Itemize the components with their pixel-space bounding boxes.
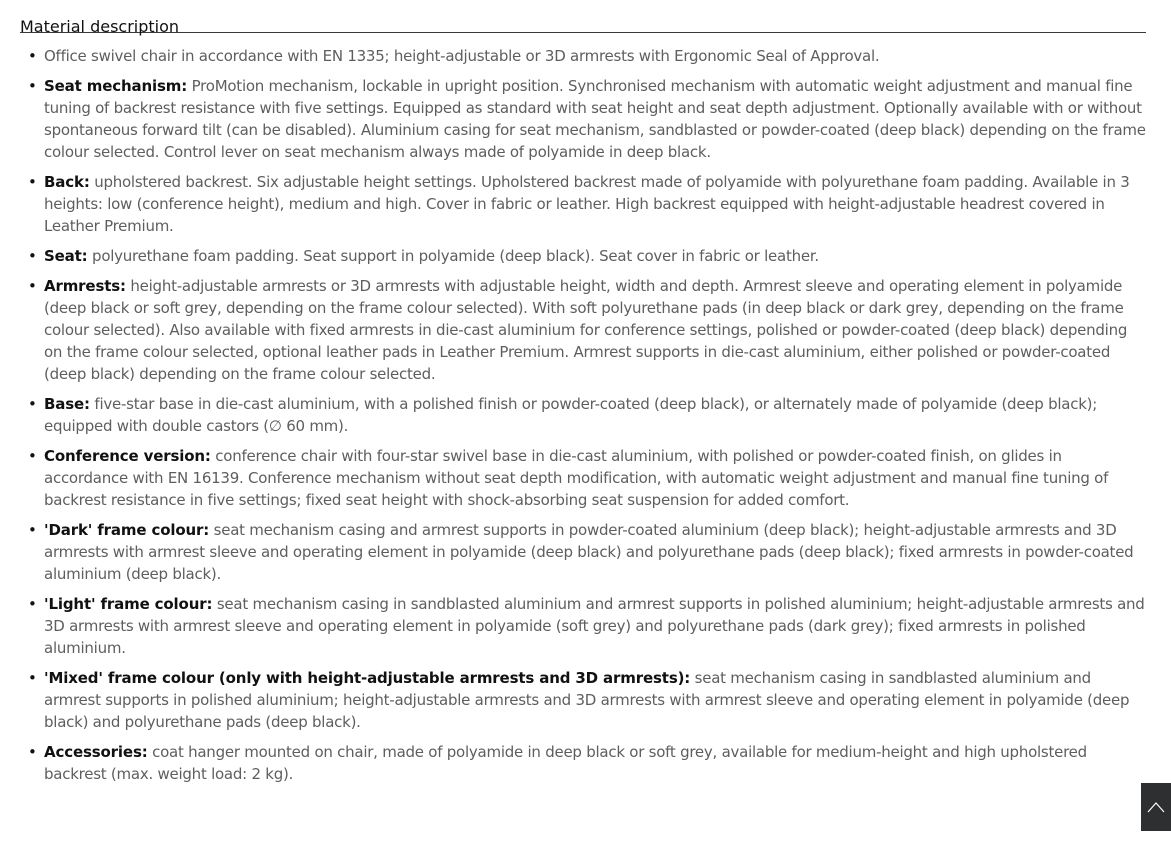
list-item — [20, 245, 1146, 267]
item-text: upholstered backrest. Six adjustable height settings. Upholstered backrest made of polyamide with polyurethane foam padding. Available in 3 heights: low (conference height), medium and high. Cover in fabric or leather. High backrest equipped with height-adjustable headrest covered in Leather Premium. — [44, 173, 1130, 235]
material-description-section — [20, 0, 1146, 793]
list-item — [20, 75, 1146, 163]
item-term: Back: — [44, 173, 90, 191]
item-term: 'Dark' frame colour: — [44, 521, 210, 539]
item-term: Seat mechanism: — [44, 77, 188, 95]
item-term: Armrests: — [44, 277, 126, 295]
item-text: polyurethane foam padding. Seat support in polyamide (deep black). Seat cover in fabric or leather. — [87, 247, 819, 265]
item-term: Seat: — [44, 247, 88, 265]
section-title: Material description — [20, 0, 1146, 33]
item-term: 'Mixed' frame colour (only with height-adjustable armrests and 3D armrests): — [44, 669, 691, 687]
scroll-to-top-button[interactable] — [1141, 783, 1171, 831]
item-text: seat mechanism casing and armrest supports in powder-coated aluminium (deep black); height-adjustable armrests and 3D armrests with armrest sleeve and operating element in polyamide (deep black) and polyurethane pads (deep black); fixed armrests in powder-coated aluminium (deep black). — [44, 521, 1134, 583]
item-text: seat mechanism casing in sandblasted aluminium and armrest supports in polished aluminium; height-adjustable armrests and 3D armrests with armrest sleeve and operating element in polyamide (deep black) and polyurethane pads (deep black). — [44, 669, 1130, 731]
item-text: height-adjustable armrests or 3D armrests with adjustable height, width and depth. Armrest sleeve and operating element in polyamide (deep black or soft grey, depending on the frame colour selected). With soft polyurethane pads (in deep black or dark grey, depending on the frame colour selected). Also available with fixed armrests in die-cast aluminium for conference settings, polished or powder-coated (deep black) depending on the frame colour selected, optional leather pads in Leather Premium. Armrest supports in die-cast aluminium, either polished or powder-coated (deep black) depending on the frame colour selected. — [44, 277, 1128, 383]
list-item — [20, 171, 1146, 237]
bullet-icon: • — [28, 47, 37, 65]
bullet-icon: • — [28, 173, 37, 191]
item-text: Office swivel chair in accordance with EN 1335; height-adjustable or 3D armrests with Ergonomic Seal of Approval. — [44, 47, 880, 65]
bullet-icon: • — [28, 743, 37, 761]
chevron-up-icon — [1147, 801, 1165, 813]
item-term: Conference version: — [44, 447, 211, 465]
list-item — [20, 741, 1146, 785]
item-text: seat mechanism casing in sandblasted aluminium and armrest supports in polished aluminium; height-adjustable armrests and 3D armrests with armrest sleeve and operating element in polyamide (soft grey) and polyurethane pads (dark grey); fixed armrests in polished aluminium. — [44, 595, 1145, 657]
bullet-icon: • — [28, 669, 37, 687]
list-item — [20, 667, 1146, 733]
bullet-icon: • — [28, 77, 37, 95]
material-list — [20, 33, 1146, 785]
item-text: coat hanger mounted on chair, made of polyamide in deep black or soft grey, available for medium-height and high upholstered backrest (max. weight load: 2 kg). — [44, 743, 1087, 783]
bullet-icon: • — [28, 277, 37, 295]
item-text: five-star base in die-cast aluminium, with a polished finish or powder-coated (deep black), or alternately made of polyamide (deep black); equipped with double castors (∅ 60 mm). — [44, 395, 1098, 435]
item-text: ProMotion mechanism, lockable in upright position. Synchronised mechanism with automatic weight adjustment and manual fine tuning of backrest resistance with five settings. Equipped as standard with seat height and seat depth adjustment. Optionally available with or without spontaneous forward tilt (can be disabled). Aluminium casing for seat mechanism, sandblasted or powder-coated (deep black) depending on the frame colour selected. Control lever on seat mechanism always made of polyamide in deep black. — [44, 77, 1146, 161]
item-text: conference chair with four-star swivel base in die-cast aluminium, with polished or powder-coated finish, on glides in accordance with EN 16139. Conference mechanism without seat depth modification, with automatic weight adjustment and manual fine tuning of backrest resistance in five settings; fixed seat height with shock-absorbing seat suspension for added comfort. — [44, 447, 1109, 509]
item-term: Accessories: — [44, 743, 148, 761]
bullet-icon: • — [28, 395, 37, 413]
item-term: Base: — [44, 395, 90, 413]
list-item — [20, 445, 1146, 511]
bullet-icon: • — [28, 521, 37, 539]
item-term: 'Light' frame colour: — [44, 595, 213, 613]
bullet-icon: • — [28, 247, 37, 265]
list-item — [20, 275, 1146, 385]
list-item — [20, 519, 1146, 585]
list-item — [20, 593, 1146, 659]
bullet-icon: • — [28, 447, 37, 465]
list-item — [20, 393, 1146, 437]
list-item — [20, 45, 1146, 67]
bullet-icon: • — [28, 595, 37, 613]
